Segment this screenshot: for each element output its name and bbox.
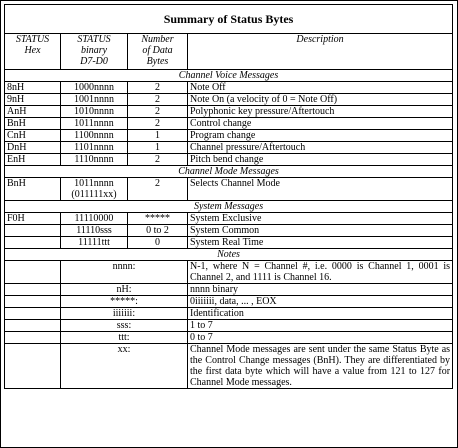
note-desc: nnnn binary bbox=[188, 284, 453, 296]
cell-hex: EnH bbox=[5, 154, 61, 166]
note-spacer bbox=[5, 332, 61, 344]
note-spacer bbox=[5, 284, 61, 296]
cell-desc: Control change bbox=[188, 118, 453, 130]
cell-bytes: 0 to 2 bbox=[128, 225, 188, 237]
cell-hex: F0H bbox=[5, 213, 61, 225]
cell-binary: 11111ttt bbox=[61, 237, 128, 249]
cell-desc: Selects Channel Mode bbox=[188, 178, 453, 201]
cell-desc: System Common bbox=[188, 225, 453, 237]
note-symbol: nH: bbox=[61, 284, 188, 296]
cell-bytes: 2 bbox=[128, 118, 188, 130]
cell-desc: System Exclusive bbox=[188, 213, 453, 225]
cell-hex bbox=[5, 225, 61, 237]
section-channel-mode: Channel Mode Messages bbox=[5, 166, 453, 178]
note-row bbox=[5, 284, 453, 296]
header-description: Description bbox=[188, 34, 453, 70]
note-symbol: xx: bbox=[61, 344, 188, 389]
note-symbol: iiiiiii: bbox=[61, 308, 188, 320]
cell-binary: 11110sss bbox=[61, 225, 128, 237]
header-status-binary-line1: STATUS bbox=[77, 34, 111, 45]
note-desc: N-1, where N = Channel #, i.e. 0000 is Channel 1, 0001 is Channel 2, and 1111 is Channel 16. bbox=[188, 261, 453, 284]
cell-bytes: 0 bbox=[128, 237, 188, 249]
table-row bbox=[5, 106, 453, 118]
cell-bytes: 2 bbox=[128, 154, 188, 166]
cell-binary: 1000nnnn bbox=[61, 82, 128, 94]
table-row bbox=[5, 94, 453, 106]
table-row bbox=[5, 213, 453, 225]
cell-desc: Program change bbox=[188, 130, 453, 142]
table-title: Summary of Status Bytes bbox=[5, 5, 453, 34]
header-status-hex-line1: STATUS bbox=[15, 34, 50, 45]
cell-binary: 1100nnnn bbox=[61, 130, 128, 142]
cell-hex: 9nH bbox=[5, 94, 61, 106]
table-row bbox=[5, 237, 453, 249]
cell-binary: 11110000 bbox=[61, 213, 128, 225]
cell-bytes: 2 bbox=[128, 82, 188, 94]
note-row bbox=[5, 261, 453, 284]
note-row bbox=[5, 332, 453, 344]
header-status-hex bbox=[5, 34, 61, 70]
note-desc: 1 to 7 bbox=[188, 320, 453, 332]
note-desc: Identification bbox=[188, 308, 453, 320]
section-channel-voice: Channel Voice Messages bbox=[5, 70, 453, 82]
header-status-hex-line2: Hex bbox=[24, 45, 41, 56]
note-desc: 0iiiiiii, data, ... , EOX bbox=[188, 296, 453, 308]
note-symbol: nnnn: bbox=[61, 261, 188, 284]
cell-binary: 1001nnnn bbox=[61, 94, 128, 106]
cell-desc: Channel pressure/Aftertouch bbox=[188, 142, 453, 154]
cell-bytes: 2 bbox=[128, 94, 188, 106]
cell-bytes: 1 bbox=[128, 142, 188, 154]
note-row bbox=[5, 308, 453, 320]
header-num-bytes bbox=[128, 34, 188, 70]
cell-bytes: 1 bbox=[128, 130, 188, 142]
cell-desc: Pitch bend change bbox=[188, 154, 453, 166]
cell-hex bbox=[5, 237, 61, 249]
cell-hex: AnH bbox=[5, 106, 61, 118]
section-notes: Notes bbox=[5, 249, 453, 261]
note-spacer bbox=[5, 296, 61, 308]
note-row bbox=[5, 320, 453, 332]
cell-hex: BnH bbox=[5, 118, 61, 130]
cell-bytes: 2 bbox=[128, 106, 188, 118]
header-status-binary-line3: D7-D0 bbox=[80, 56, 108, 67]
cell-binary: 1110nnnn bbox=[61, 154, 128, 166]
header-status-binary-line2: binary bbox=[80, 45, 108, 56]
note-desc: 0 to 7 bbox=[188, 332, 453, 344]
cell-hex: DnH bbox=[5, 142, 61, 154]
cell-desc: System Real Time bbox=[188, 237, 453, 249]
status-bytes-table bbox=[4, 4, 453, 389]
note-spacer bbox=[5, 261, 61, 284]
table-row bbox=[5, 154, 453, 166]
cell-hex: CnH bbox=[5, 130, 61, 142]
note-row bbox=[5, 344, 453, 389]
section-system: System Messages bbox=[5, 201, 453, 213]
cell-bytes: 2 bbox=[128, 178, 188, 201]
header-num-bytes-line3: Bytes bbox=[146, 56, 169, 67]
cell-binary bbox=[61, 178, 128, 201]
header-num-bytes-line1: Number bbox=[141, 34, 174, 45]
cell-hex: 8nH bbox=[5, 82, 61, 94]
table-row bbox=[5, 142, 453, 154]
note-spacer bbox=[5, 308, 61, 320]
note-desc: Channel Mode messages are sent under the same Status Byte as the Control Change messages (BnH). They are differentiated by the first data byte which will have a value from 121 to 127 for Channel Mode messages. bbox=[188, 344, 453, 389]
cell-hex: BnH bbox=[5, 178, 61, 201]
header-num-bytes-line2: of Data bbox=[142, 45, 173, 56]
table-row bbox=[5, 178, 453, 201]
cell-bytes: ***** bbox=[128, 213, 188, 225]
note-spacer bbox=[5, 344, 61, 389]
cell-binary: 1011nnnn bbox=[61, 118, 128, 130]
table-row bbox=[5, 118, 453, 130]
cell-binary-line2: (011111xx) bbox=[71, 189, 117, 200]
note-symbol: sss: bbox=[61, 320, 188, 332]
table-row bbox=[5, 225, 453, 237]
note-symbol: *****: bbox=[61, 296, 188, 308]
cell-binary: 1010nnnn bbox=[61, 106, 128, 118]
table-row bbox=[5, 130, 453, 142]
note-row bbox=[5, 296, 453, 308]
cell-desc: Note On (a velocity of 0 = Note Off) bbox=[188, 94, 453, 106]
note-symbol: ttt: bbox=[61, 332, 188, 344]
cell-desc: Note Off bbox=[188, 82, 453, 94]
note-spacer bbox=[5, 320, 61, 332]
table-row bbox=[5, 82, 453, 94]
cell-binary-line1: 1011nnnn bbox=[74, 178, 114, 189]
cell-binary: 1101nnnn bbox=[61, 142, 128, 154]
header-status-binary bbox=[61, 34, 128, 70]
cell-desc: Polyphonic key pressure/Aftertouch bbox=[188, 106, 453, 118]
